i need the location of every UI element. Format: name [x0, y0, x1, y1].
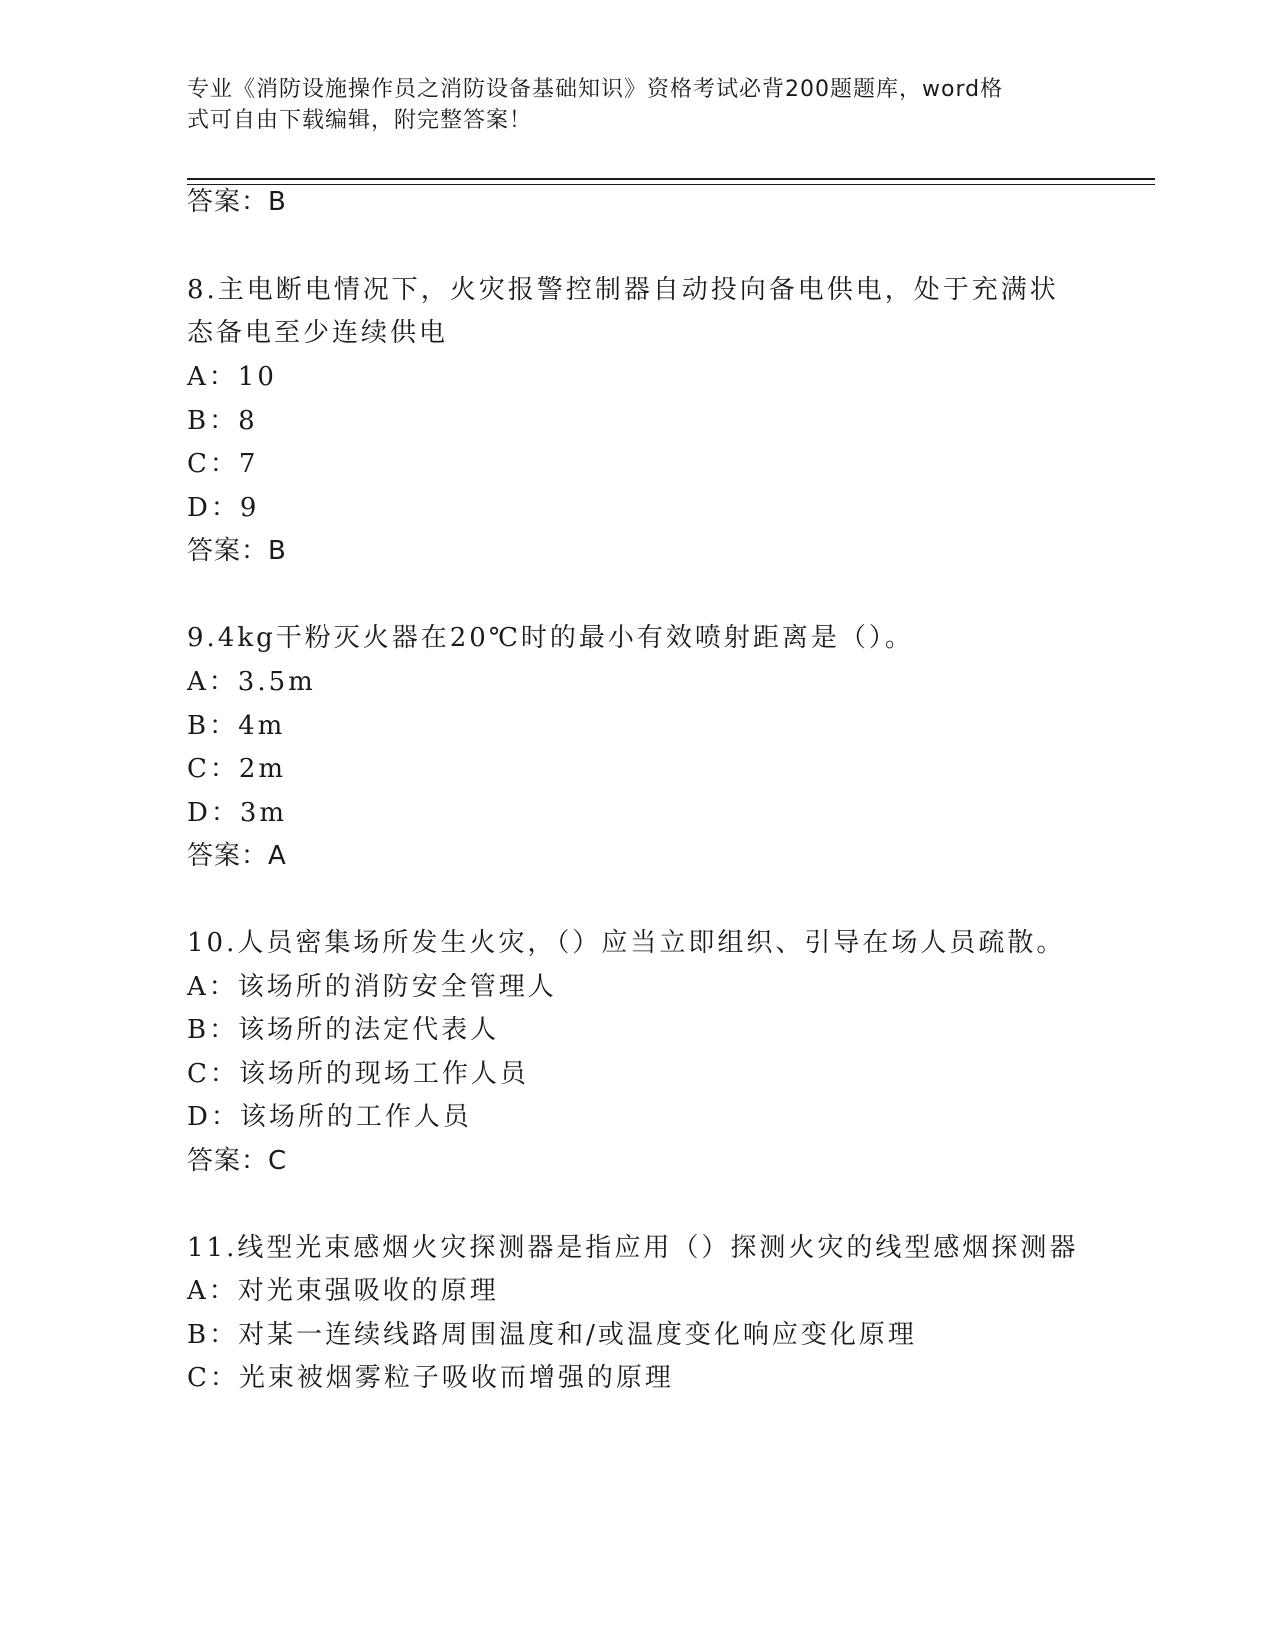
question-11-option-b: B：对某一连续线路周围温度和/或温度变化响应变化原理 [187, 1320, 917, 1350]
question-9-option-d: D：3m [187, 798, 288, 828]
question-8-option-c: C：7 [187, 449, 259, 479]
question-10-option-a: A：该场所的消防安全管理人 [187, 972, 557, 1002]
question-10-answer: 答案：C [187, 1146, 288, 1176]
question-9-stem: 9.4kg干粉灭火器在20℃时的最小有效喷射距离是（）。 [187, 623, 914, 653]
header-divider-thin [187, 184, 1155, 185]
question-9-option-a: A：3.5m [187, 667, 316, 697]
question-8-stem-line-2: 态备电至少连续供电 [187, 318, 449, 348]
question-8-answer: 答案：B [187, 536, 287, 566]
question-10-option-b: B：该场所的法定代表人 [187, 1015, 500, 1045]
question-8-stem-line-1: 8.主电断电情况下，火灾报警控制器自动投向备电供电，处于充满状 [187, 275, 1059, 305]
question-9-answer: 答案：A [187, 841, 287, 871]
header-line-2: 式可自由下载编辑，附完整答案！ [187, 108, 533, 133]
question-11-stem: 11.线型光束感烟火灾探测器是指应用（）探测火灾的线型感烟探测器 [187, 1233, 1079, 1263]
previous-answer: 答案：B [187, 187, 287, 217]
header-divider [187, 178, 1155, 180]
question-10-stem: 10.人员密集场所发生火灾，（）应当立即组织、引导在场人员疏散。 [187, 928, 1066, 958]
document-header [187, 74, 1067, 136]
question-10-option-d: D：该场所的工作人员 [187, 1102, 472, 1132]
question-10-option-c: C：该场所的现场工作人员 [187, 1059, 529, 1089]
question-11-option-a: A：对光束强吸收的原理 [187, 1276, 499, 1306]
question-11-option-c: C：光束被烟雾粒子吸收而增强的原理 [187, 1363, 674, 1393]
question-8-option-b: B：8 [187, 406, 258, 436]
question-9-option-b: B：4m [187, 711, 286, 741]
question-9-option-c: C：2m [187, 754, 287, 784]
question-8-option-d: D：9 [187, 493, 260, 523]
question-8-option-a: A：10 [187, 362, 277, 392]
header-line-1: 专业《消防设施操作员之消防设备基础知识》资格考试必背200题题库，word格 [187, 77, 1004, 102]
